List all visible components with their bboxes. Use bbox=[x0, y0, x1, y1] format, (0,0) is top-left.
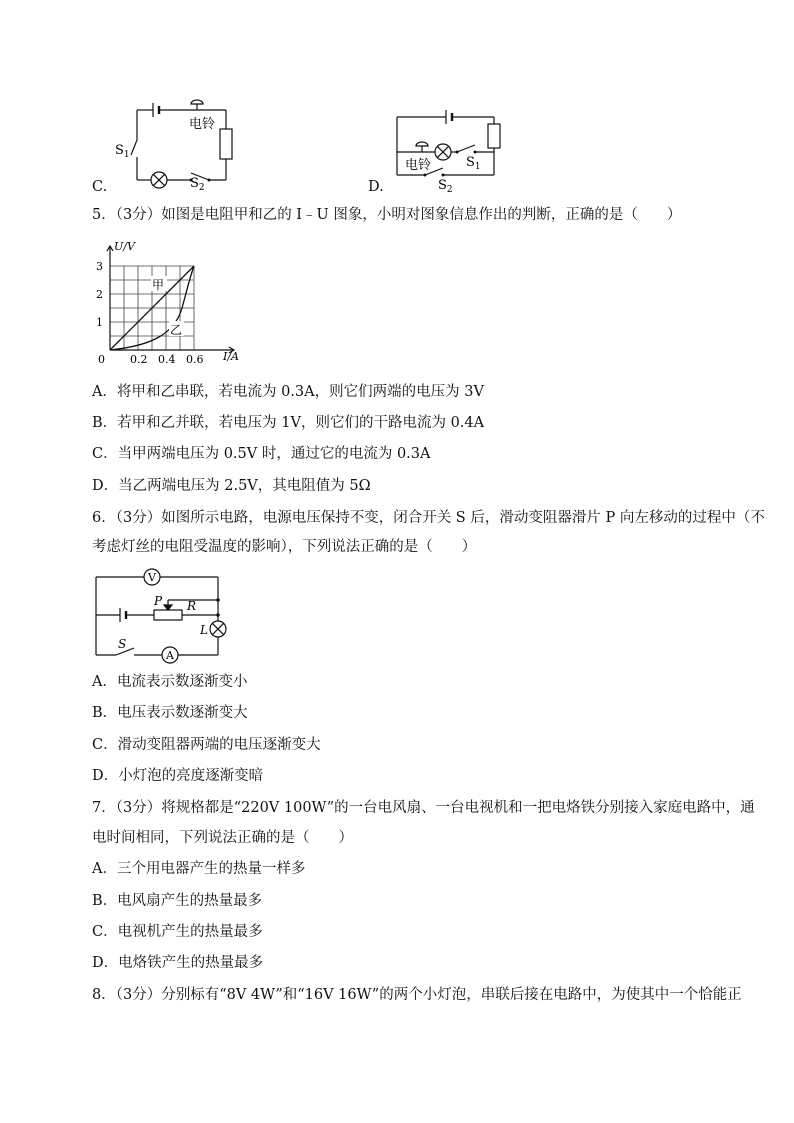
bell-label-c: 电铃 bbox=[189, 117, 216, 132]
q7-option-c: C．电视机产生的热量最多 bbox=[92, 924, 263, 940]
switch-s2-label-c: $S_2$ bbox=[190, 176, 205, 193]
q5-option-b: B．若甲和乙并联，若电压为 1V，则它们的干路电流为 0.4A bbox=[92, 415, 485, 431]
x-tick-0-2: 0.2 bbox=[130, 353, 148, 366]
bell-label-d: 电铃 bbox=[405, 158, 432, 173]
circuit-figure-c bbox=[85, 95, 255, 195]
y-axis-label: U/V bbox=[114, 240, 135, 253]
x-tick-0-6: 0.6 bbox=[186, 353, 204, 366]
question-8-stem-line-1: 8．（3分）分别标有“8V 4W”和“16V 16W”的两个小灯泡，串联后接在电路中，为使其中一个恰能正 bbox=[92, 987, 742, 1003]
question-5-stem: 5．（3分）如图是电阻甲和乙的 I﹣U 图象，小明对图象信息作出的判断，正确的是（ ） bbox=[92, 207, 682, 223]
x-axis-label: I/A bbox=[223, 350, 239, 363]
y-tick-3: 3 bbox=[96, 260, 103, 273]
q6-option-c: C．滑动变阻器两端的电压逐渐变大 bbox=[92, 737, 321, 753]
origin-label: 0 bbox=[98, 353, 105, 366]
resistor-r-label: R bbox=[187, 599, 197, 613]
q6-option-d: D．小灯泡的亮度逐渐变暗 bbox=[92, 768, 264, 784]
lamp-l-label: L bbox=[200, 623, 208, 637]
q5-option-c: C．当甲两端电压为 0.5V 时，通过它的电流为 0.3A bbox=[92, 446, 431, 462]
iu-graph bbox=[88, 236, 248, 366]
q7-option-d: D．电烙铁产生的热量最多 bbox=[92, 955, 264, 971]
circuit-figure-d bbox=[380, 100, 520, 195]
question-6-stem-line-2: 考虑灯丝的电阻受温度的影响），下列说法正确的是（ ） bbox=[92, 539, 477, 555]
question-7-stem-line-2: 电时间相同，下列说法正确的是（ ） bbox=[92, 830, 353, 846]
y-tick-1: 1 bbox=[96, 316, 103, 329]
switch-s-label: S bbox=[118, 637, 127, 651]
voltmeter-label: V bbox=[148, 571, 156, 584]
q5-option-d: D．当乙两端电压为 2.5V，其电阻值为 5Ω bbox=[92, 478, 371, 494]
switch-s1-label-c: $S_1$ bbox=[115, 143, 130, 160]
question-6-stem-line-1: 6．（3分）如图所示电路，电源电压保持不变，闭合开关 S 后，滑动变阻器滑片 P 向左移动的过程中（不 bbox=[92, 510, 765, 526]
ammeter-label: A bbox=[166, 649, 174, 662]
q5-option-a: A．将甲和乙串联，若电流为 0.3A，则它们两端的电压为 3V bbox=[92, 384, 484, 400]
q6-option-b: B．电压表示数逐渐变大 bbox=[92, 705, 248, 721]
q7-option-b: B．电风扇产生的热量最多 bbox=[92, 893, 263, 909]
question-7-stem-line-1: 7．（3分）将规格都是“220V 100W”的一台电风扇、一台电视机和一把电烙铁分别接入家庭电路中，通 bbox=[92, 800, 755, 816]
switch-s2-label-d: $S_2$ bbox=[438, 178, 453, 195]
q6-option-a: A．电流表示数逐渐变小 bbox=[92, 674, 248, 690]
series-jia-label: 甲 bbox=[152, 278, 165, 292]
option-label-d: D. bbox=[368, 179, 384, 195]
y-tick-2: 2 bbox=[96, 288, 103, 301]
option-label-c: C. bbox=[92, 179, 108, 195]
slider-p-label: P bbox=[154, 594, 163, 608]
switch-s1-label-d: $S_1$ bbox=[466, 155, 481, 172]
circuit-figure-q6 bbox=[92, 562, 242, 670]
series-yi-label: 乙 bbox=[170, 323, 183, 337]
x-tick-0-4: 0.4 bbox=[158, 353, 176, 366]
q7-option-a: A．三个用电器产生的热量一样多 bbox=[92, 861, 306, 877]
